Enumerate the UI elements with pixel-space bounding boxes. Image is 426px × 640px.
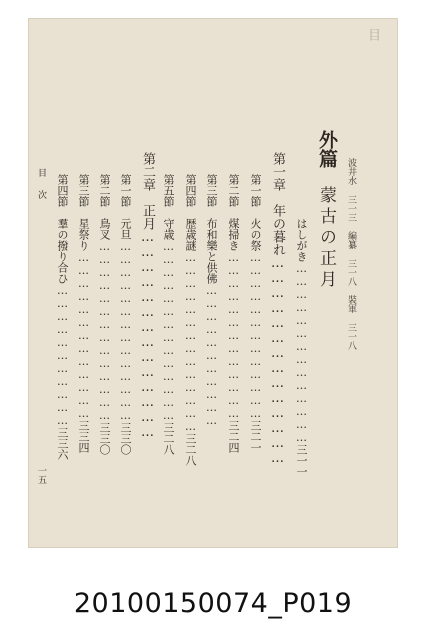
toc-entry-hashigaki: はしがき……………………………………三一一 <box>295 218 308 477</box>
image-caption: 20100150074_P019 <box>73 588 353 619</box>
header-line: 波井水 三一三 編纂 三一八 裝軍 三一八 <box>346 158 356 350</box>
toc-ch2-section-4: 第四節 羣の撥り合ひ……………………………三三六 <box>56 174 69 460</box>
toc-ch1-section-1: 第一節 火の祭…………………………………三二一 <box>249 174 262 453</box>
page-number: 一五 <box>36 466 46 484</box>
toc-ch1-section-4: 第四節 歴歳謎……………………………………三二八 <box>184 174 197 466</box>
toc-chapter-1: 第一章 年の暮れ…………………………………… <box>270 152 285 466</box>
toc-ch1-section-2: 第二節 煤掃き…………………………………三二四 <box>227 174 240 453</box>
header-mark: 目 <box>365 28 380 41</box>
toc-ch1-section-3: 第三節 布和樂と供佛…………………………… <box>205 174 218 427</box>
toc-ch1-section-5: 第五節 守歳……………………………………三二八 <box>162 174 175 455</box>
section-title: 蒙古の正月 <box>316 186 336 291</box>
book-page <box>28 18 398 548</box>
part-label: 外篇 <box>316 130 338 168</box>
toc-ch2-section-3: 第三節 星祭り…………………………………三三四 <box>77 174 90 453</box>
running-title: 目 次 <box>36 168 46 201</box>
toc-ch2-section-2: 第二節 鳥叉……………………………………三三〇 <box>98 174 111 455</box>
toc-chapter-2: 第二章 正月…………………………………… <box>140 152 155 440</box>
toc-ch2-section-1: 第一節 元旦……………………………………三三〇 <box>119 174 132 455</box>
